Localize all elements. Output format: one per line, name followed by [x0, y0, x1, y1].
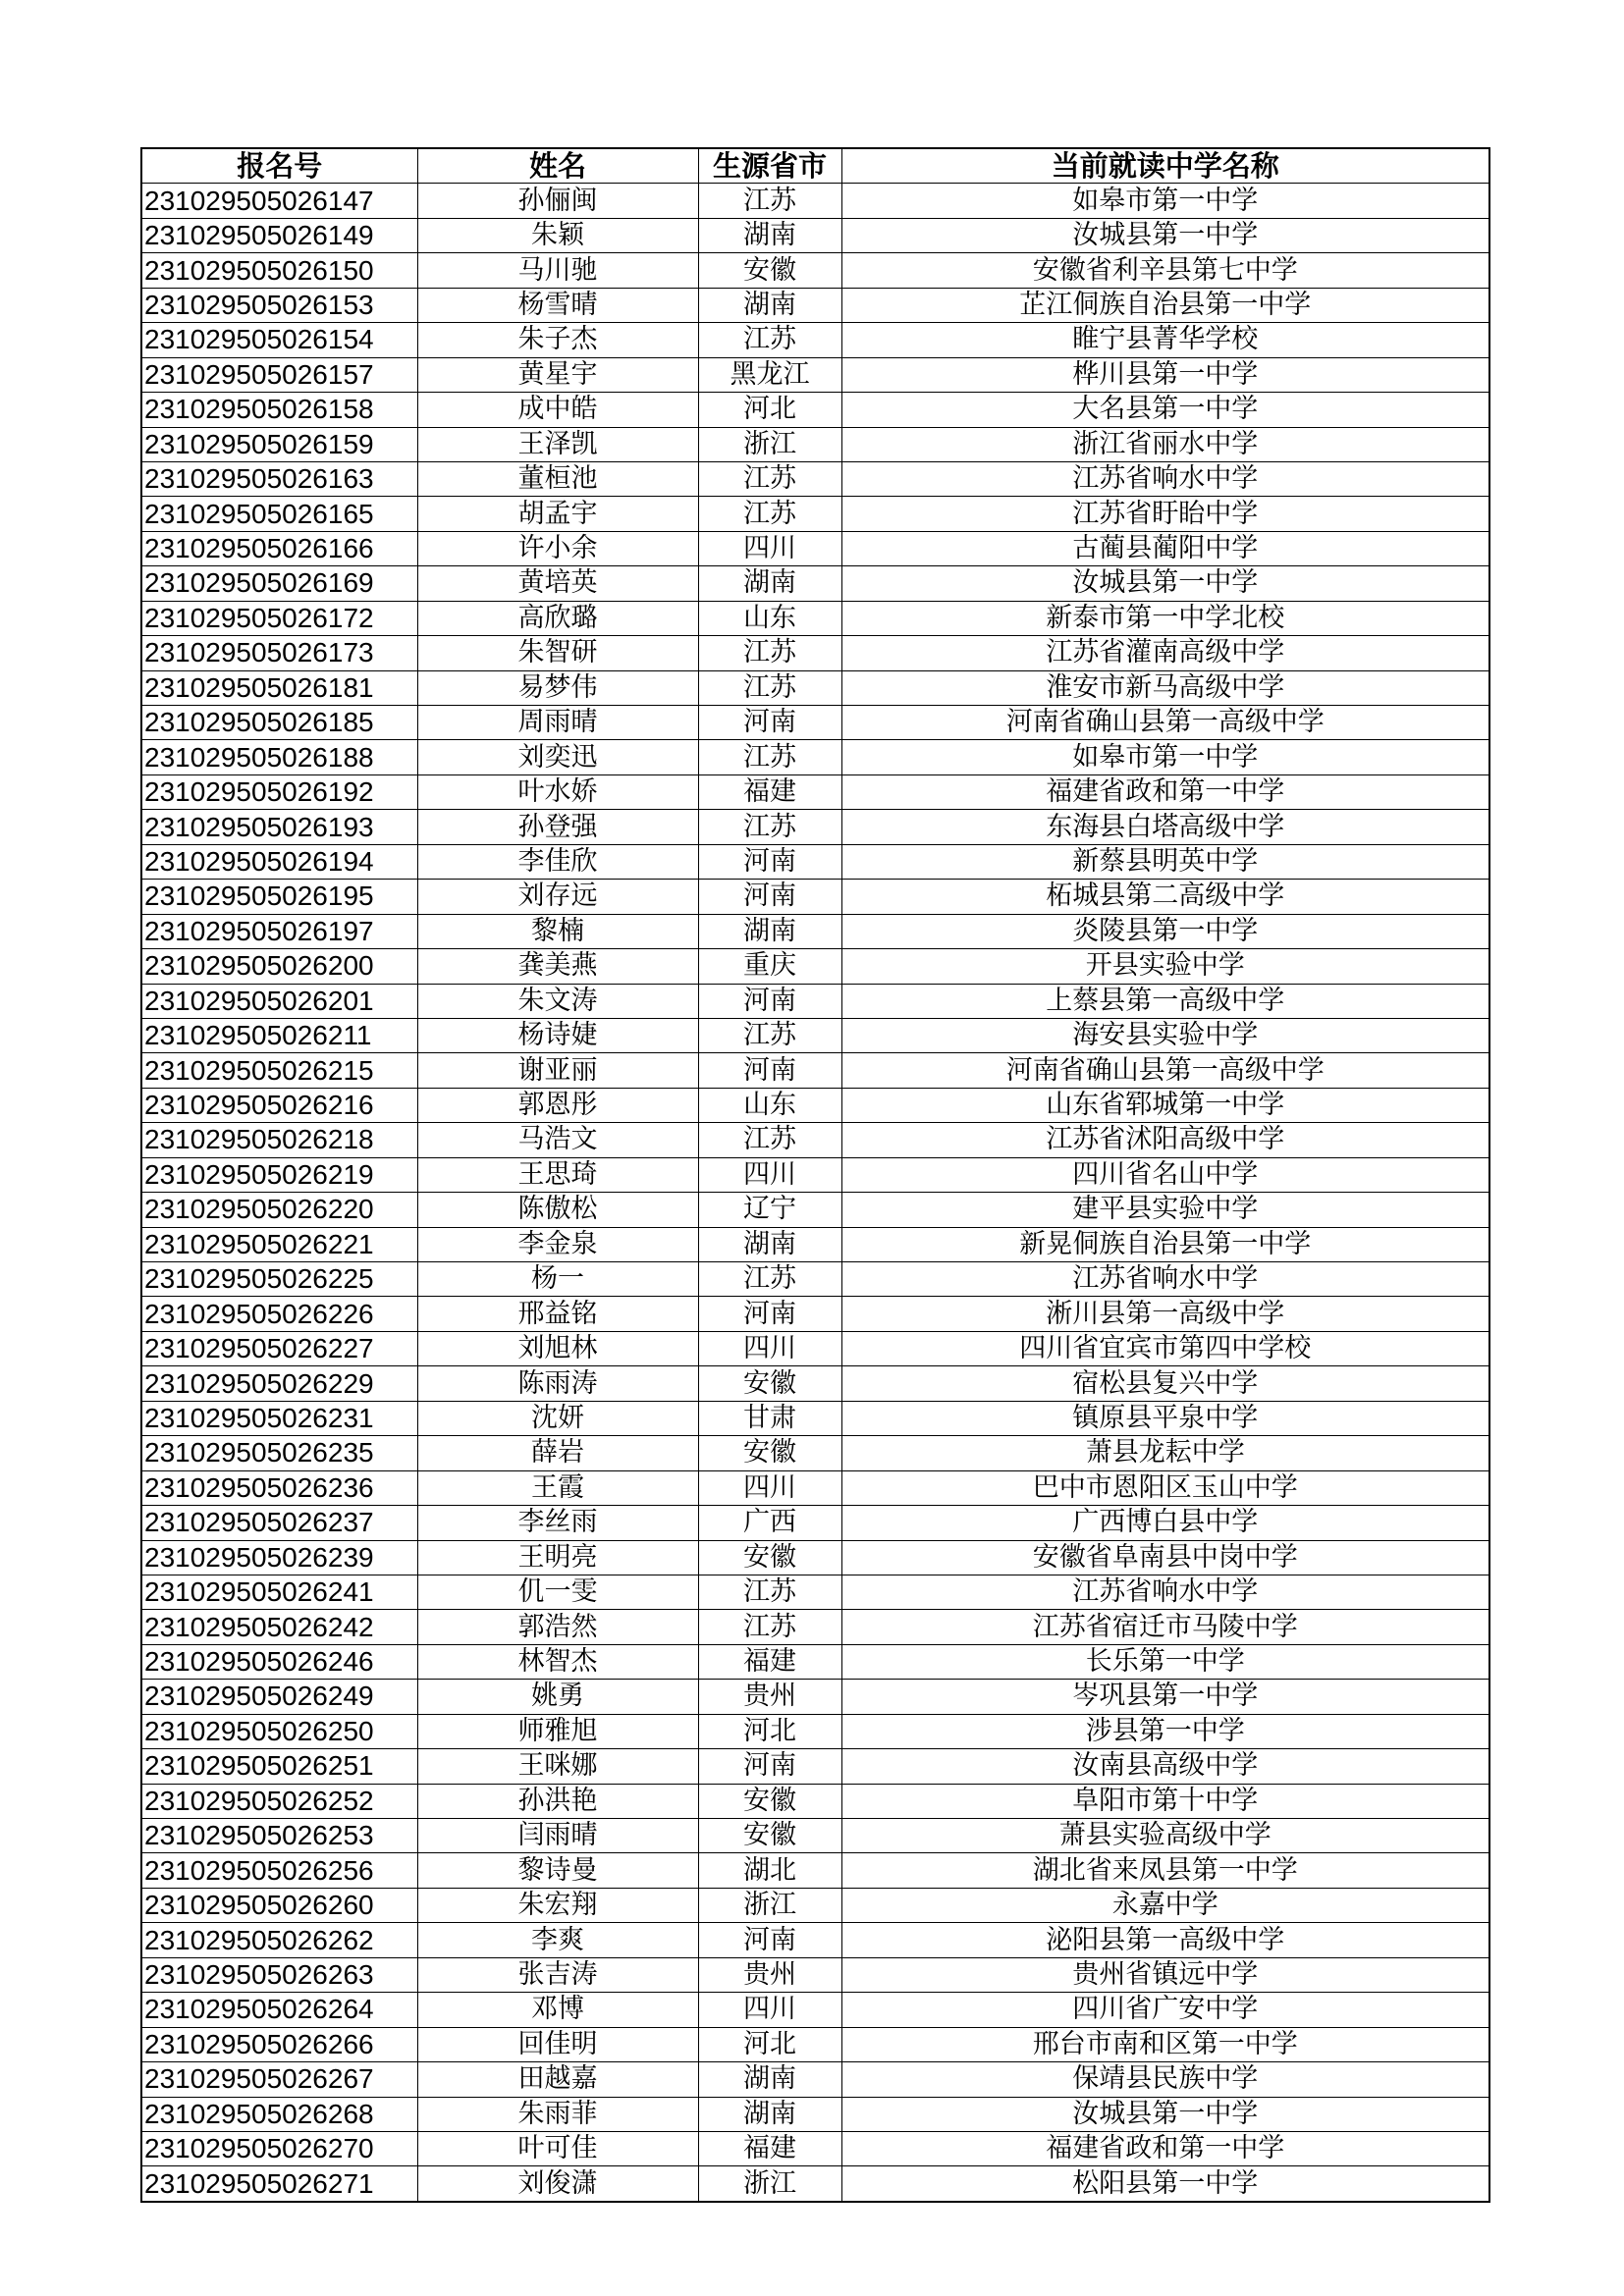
cell-province: 山东 — [698, 1088, 841, 1122]
cell-name: 孙俪闽 — [417, 184, 698, 218]
cell-registration-number: 231029505026249 — [141, 1680, 417, 1714]
cell-registration-number: 231029505026239 — [141, 1540, 417, 1575]
cell-name: 张吉涛 — [417, 1957, 698, 1992]
cell-registration-number: 231029505026153 — [141, 288, 417, 322]
cell-name: 胡孟宇 — [417, 497, 698, 531]
cell-school: 巴中市恩阳区玉山中学 — [841, 1470, 1489, 1505]
table-row — [141, 1888, 1489, 1922]
cell-registration-number: 231029505026267 — [141, 2062, 417, 2097]
table-row — [141, 1297, 1489, 1331]
cell-name: 郭浩然 — [417, 1610, 698, 1644]
table-row — [141, 1853, 1489, 1888]
cell-school: 镇原县平泉中学 — [841, 1401, 1489, 1435]
cell-name: 黄培英 — [417, 566, 698, 601]
cell-school: 岑巩县第一中学 — [841, 1680, 1489, 1714]
table-row — [141, 566, 1489, 601]
cell-province: 湖南 — [698, 2097, 841, 2131]
table-row — [141, 1018, 1489, 1052]
cell-name: 杨一 — [417, 1262, 698, 1297]
table-row — [141, 636, 1489, 670]
cell-school: 贵州省镇远中学 — [841, 1957, 1489, 1992]
cell-province: 浙江 — [698, 2166, 841, 2202]
cell-registration-number: 231029505026266 — [141, 2027, 417, 2061]
cell-registration-number: 231029505026252 — [141, 1784, 417, 1818]
table-row — [141, 1575, 1489, 1609]
table-row — [141, 1331, 1489, 1365]
cell-registration-number: 231029505026225 — [141, 1262, 417, 1297]
cell-province: 四川 — [698, 1993, 841, 2027]
cell-name: 叶水娇 — [417, 774, 698, 809]
cell-school: 松阳县第一中学 — [841, 2166, 1489, 2202]
cell-name: 黎诗曼 — [417, 1853, 698, 1888]
cell-name: 李爽 — [417, 1923, 698, 1957]
cell-registration-number: 231029505026250 — [141, 1714, 417, 1748]
table-row — [141, 253, 1489, 288]
cell-name: 王霞 — [417, 1470, 698, 1505]
cell-name: 朱颖 — [417, 218, 698, 252]
table-row — [141, 2027, 1489, 2061]
cell-province: 湖南 — [698, 218, 841, 252]
cell-province: 贵州 — [698, 1957, 841, 1992]
cell-registration-number: 231029505026169 — [141, 566, 417, 601]
cell-name: 陈傲松 — [417, 1193, 698, 1227]
cell-name: 杨诗婕 — [417, 1018, 698, 1052]
cell-province: 安徽 — [698, 1366, 841, 1401]
cell-registration-number: 231029505026260 — [141, 1888, 417, 1922]
cell-registration-number: 231029505026215 — [141, 1053, 417, 1088]
cell-name: 王思琦 — [417, 1157, 698, 1192]
cell-registration-number: 231029505026216 — [141, 1088, 417, 1122]
cell-name: 朱宏翔 — [417, 1888, 698, 1922]
cell-school: 建平县实验中学 — [841, 1193, 1489, 1227]
cell-registration-number: 231029505026220 — [141, 1193, 417, 1227]
cell-school: 四川省名山中学 — [841, 1157, 1489, 1192]
cell-province: 江苏 — [698, 323, 841, 357]
cell-registration-number: 231029505026251 — [141, 1749, 417, 1784]
table-row — [141, 2097, 1489, 2131]
cell-name: 杨雪晴 — [417, 288, 698, 322]
cell-name: 朱文涛 — [417, 984, 698, 1018]
cell-province: 河南 — [698, 1053, 841, 1088]
cell-name: 仉一雯 — [417, 1575, 698, 1609]
cell-school: 江苏省盱眙中学 — [841, 497, 1489, 531]
table-row — [141, 1088, 1489, 1122]
cell-province: 河南 — [698, 1923, 841, 1957]
cell-name: 王明亮 — [417, 1540, 698, 1575]
cell-school: 湖北省来凤县第一中学 — [841, 1853, 1489, 1888]
table-row — [141, 1923, 1489, 1957]
cell-province: 贵州 — [698, 1680, 841, 1714]
cell-province: 重庆 — [698, 949, 841, 984]
cell-name: 周雨晴 — [417, 706, 698, 740]
cell-registration-number: 231029505026150 — [141, 253, 417, 288]
cell-school: 古蔺县蔺阳中学 — [841, 531, 1489, 565]
cell-registration-number: 231029505026163 — [141, 461, 417, 496]
cell-registration-number: 231029505026235 — [141, 1436, 417, 1470]
table-row — [141, 914, 1489, 948]
cell-province: 黑龙江 — [698, 357, 841, 392]
cell-province: 四川 — [698, 1470, 841, 1505]
table-row — [141, 357, 1489, 392]
cell-registration-number: 231029505026270 — [141, 2131, 417, 2165]
cell-name: 易梦伟 — [417, 670, 698, 705]
table-row — [141, 1366, 1489, 1401]
cell-province: 福建 — [698, 1644, 841, 1679]
table-row — [141, 1993, 1489, 2027]
cell-province: 四川 — [698, 1157, 841, 1192]
cell-school: 桦川县第一中学 — [841, 357, 1489, 392]
cell-name: 王泽凯 — [417, 427, 698, 461]
cell-province: 四川 — [698, 1331, 841, 1365]
table-row — [141, 2131, 1489, 2165]
cell-registration-number: 231029505026263 — [141, 1957, 417, 1992]
cell-province: 江苏 — [698, 1123, 841, 1157]
cell-registration-number: 231029505026264 — [141, 1993, 417, 2027]
cell-province: 河北 — [698, 2027, 841, 2061]
cell-province: 河南 — [698, 706, 841, 740]
cell-province: 福建 — [698, 774, 841, 809]
cell-school: 炎陵县第一中学 — [841, 914, 1489, 948]
cell-school: 汝南县高级中学 — [841, 1749, 1489, 1784]
cell-province: 河南 — [698, 844, 841, 879]
table-row — [141, 1540, 1489, 1575]
cell-school: 浙江省丽水中学 — [841, 427, 1489, 461]
cell-registration-number: 231029505026231 — [141, 1401, 417, 1435]
cell-province: 江苏 — [698, 461, 841, 496]
table-row — [141, 2062, 1489, 2097]
table-row — [141, 461, 1489, 496]
table-row — [141, 2166, 1489, 2202]
cell-province: 河南 — [698, 984, 841, 1018]
cell-school: 柘城县第二高级中学 — [841, 880, 1489, 914]
cell-school: 福建省政和第一中学 — [841, 2131, 1489, 2165]
cell-school: 睢宁县菁华学校 — [841, 323, 1489, 357]
cell-name: 许小余 — [417, 531, 698, 565]
cell-name: 谢亚丽 — [417, 1053, 698, 1088]
cell-name: 李金泉 — [417, 1227, 698, 1261]
cell-registration-number: 231029505026194 — [141, 844, 417, 879]
cell-province: 江苏 — [698, 1575, 841, 1609]
table-row — [141, 1123, 1489, 1157]
table-row — [141, 740, 1489, 774]
cell-name: 马川驰 — [417, 253, 698, 288]
cell-school: 东海县白塔高级中学 — [841, 810, 1489, 844]
cell-province: 江苏 — [698, 1262, 841, 1297]
cell-school: 江苏省宿迁市马陵中学 — [841, 1610, 1489, 1644]
cell-name: 朱雨菲 — [417, 2097, 698, 2131]
cell-registration-number: 231029505026185 — [141, 706, 417, 740]
cell-registration-number: 231029505026242 — [141, 1610, 417, 1644]
header-school: 当前就读中学名称 — [841, 148, 1489, 184]
cell-name: 沈妍 — [417, 1401, 698, 1435]
cell-registration-number: 231029505026262 — [141, 1923, 417, 1957]
cell-name: 董桓池 — [417, 461, 698, 496]
cell-name: 刘旭林 — [417, 1331, 698, 1365]
cell-school: 萧县龙耘中学 — [841, 1436, 1489, 1470]
table-row — [141, 774, 1489, 809]
cell-registration-number: 231029505026154 — [141, 323, 417, 357]
cell-registration-number: 231029505026158 — [141, 393, 417, 427]
cell-province: 湖南 — [698, 914, 841, 948]
cell-registration-number: 231029505026195 — [141, 880, 417, 914]
cell-registration-number: 231029505026149 — [141, 218, 417, 252]
cell-registration-number: 231029505026192 — [141, 774, 417, 809]
table-row — [141, 1714, 1489, 1748]
cell-name: 师雅旭 — [417, 1714, 698, 1748]
cell-registration-number: 231029505026193 — [141, 810, 417, 844]
cell-school: 涉县第一中学 — [841, 1714, 1489, 1748]
table-row — [141, 1227, 1489, 1261]
table-row — [141, 706, 1489, 740]
cell-name: 龚美燕 — [417, 949, 698, 984]
table-row — [141, 810, 1489, 844]
cell-name: 李佳欣 — [417, 844, 698, 879]
cell-name: 姚勇 — [417, 1680, 698, 1714]
cell-name: 朱子杰 — [417, 323, 698, 357]
cell-province: 河南 — [698, 1297, 841, 1331]
cell-school: 萧县实验高级中学 — [841, 1819, 1489, 1853]
cell-province: 湖南 — [698, 2062, 841, 2097]
cell-registration-number: 231029505026197 — [141, 914, 417, 948]
cell-province: 河北 — [698, 1714, 841, 1748]
header-name: 姓名 — [417, 148, 698, 184]
cell-registration-number: 231029505026166 — [141, 531, 417, 565]
cell-name: 回佳明 — [417, 2027, 698, 2061]
cell-province: 湖南 — [698, 1227, 841, 1261]
cell-name: 叶可佳 — [417, 2131, 698, 2165]
header-registration-number: 报名号 — [141, 148, 417, 184]
cell-name: 黄星宇 — [417, 357, 698, 392]
cell-registration-number: 231029505026221 — [141, 1227, 417, 1261]
table-row — [141, 1436, 1489, 1470]
cell-registration-number: 231029505026246 — [141, 1644, 417, 1679]
cell-registration-number: 231029505026256 — [141, 1853, 417, 1888]
cell-province: 浙江 — [698, 1888, 841, 1922]
cell-school: 江苏省响水中学 — [841, 1575, 1489, 1609]
table-row — [141, 1053, 1489, 1088]
table-row — [141, 1610, 1489, 1644]
cell-name: 田越嘉 — [417, 2062, 698, 2097]
table-row — [141, 497, 1489, 531]
cell-school: 新蔡县明英中学 — [841, 844, 1489, 879]
cell-school: 安徽省利辛县第七中学 — [841, 253, 1489, 288]
table-row — [141, 601, 1489, 635]
cell-name: 郭恩彤 — [417, 1088, 698, 1122]
cell-name: 薛岩 — [417, 1436, 698, 1470]
table-row — [141, 427, 1489, 461]
cell-province: 江苏 — [698, 184, 841, 218]
cell-school: 福建省政和第一中学 — [841, 774, 1489, 809]
cell-registration-number: 231029505026271 — [141, 2166, 417, 2202]
cell-school: 江苏省响水中学 — [841, 1262, 1489, 1297]
table-row — [141, 1401, 1489, 1435]
cell-school: 新晃侗族自治县第一中学 — [841, 1227, 1489, 1261]
table-row — [141, 1784, 1489, 1818]
cell-school: 汝城县第一中学 — [841, 218, 1489, 252]
cell-name: 马浩文 — [417, 1123, 698, 1157]
cell-school: 江苏省响水中学 — [841, 461, 1489, 496]
table-row — [141, 1749, 1489, 1784]
cell-school: 长乐第一中学 — [841, 1644, 1489, 1679]
cell-school: 四川省广安中学 — [841, 1993, 1489, 2027]
cell-province: 河南 — [698, 1749, 841, 1784]
cell-name: 高欣璐 — [417, 601, 698, 635]
cell-registration-number: 231029505026253 — [141, 1819, 417, 1853]
cell-province: 广西 — [698, 1506, 841, 1540]
cell-province: 安徽 — [698, 1784, 841, 1818]
cell-name: 成中皓 — [417, 393, 698, 427]
cell-province: 江苏 — [698, 740, 841, 774]
header-row — [141, 148, 1489, 184]
cell-province: 安徽 — [698, 1819, 841, 1853]
cell-name: 黎楠 — [417, 914, 698, 948]
cell-registration-number: 231029505026218 — [141, 1123, 417, 1157]
table-row — [141, 1157, 1489, 1192]
table-row — [141, 288, 1489, 322]
table-row — [141, 1470, 1489, 1505]
cell-province: 福建 — [698, 2131, 841, 2165]
cell-registration-number: 231029505026226 — [141, 1297, 417, 1331]
cell-registration-number: 231029505026173 — [141, 636, 417, 670]
cell-registration-number: 231029505026200 — [141, 949, 417, 984]
cell-name: 邢益铭 — [417, 1297, 698, 1331]
cell-province: 甘肃 — [698, 1401, 841, 1435]
cell-name: 李丝雨 — [417, 1506, 698, 1540]
table-row — [141, 1957, 1489, 1992]
cell-name: 孙登强 — [417, 810, 698, 844]
cell-province: 河南 — [698, 880, 841, 914]
table-row — [141, 184, 1489, 218]
cell-school: 四川省宜宾市第四中学校 — [841, 1331, 1489, 1365]
cell-school: 汝城县第一中学 — [841, 2097, 1489, 2131]
cell-name: 王咪娜 — [417, 1749, 698, 1784]
cell-registration-number: 231029505026241 — [141, 1575, 417, 1609]
cell-registration-number: 231029505026188 — [141, 740, 417, 774]
cell-province: 江苏 — [698, 670, 841, 705]
table-row — [141, 844, 1489, 879]
cell-name: 朱智研 — [417, 636, 698, 670]
cell-province: 江苏 — [698, 636, 841, 670]
table-row — [141, 393, 1489, 427]
cell-school: 阜阳市第十中学 — [841, 1784, 1489, 1818]
cell-province: 江苏 — [698, 1610, 841, 1644]
table-row — [141, 323, 1489, 357]
table-row — [141, 1262, 1489, 1297]
cell-school: 山东省郓城第一中学 — [841, 1088, 1489, 1122]
cell-name: 刘奕迅 — [417, 740, 698, 774]
cell-province: 浙江 — [698, 427, 841, 461]
cell-school: 新泰市第一中学北校 — [841, 601, 1489, 635]
cell-province: 安徽 — [698, 1436, 841, 1470]
cell-name: 闫雨晴 — [417, 1819, 698, 1853]
table-row — [141, 531, 1489, 565]
cell-registration-number: 231029505026157 — [141, 357, 417, 392]
cell-school: 永嘉中学 — [841, 1888, 1489, 1922]
cell-registration-number: 231029505026211 — [141, 1018, 417, 1052]
cell-province: 安徽 — [698, 1540, 841, 1575]
cell-school: 开县实验中学 — [841, 949, 1489, 984]
cell-name: 孙洪艳 — [417, 1784, 698, 1818]
cell-province: 山东 — [698, 601, 841, 635]
cell-school: 宿松县复兴中学 — [841, 1366, 1489, 1401]
table-row — [141, 984, 1489, 1018]
cell-registration-number: 231029505026201 — [141, 984, 417, 1018]
cell-province: 湖南 — [698, 566, 841, 601]
cell-registration-number: 231029505026229 — [141, 1366, 417, 1401]
cell-province: 辽宁 — [698, 1193, 841, 1227]
cell-name: 刘俊潇 — [417, 2166, 698, 2202]
admission-list-table — [140, 147, 1490, 2203]
cell-school: 淅川县第一高级中学 — [841, 1297, 1489, 1331]
cell-province: 湖北 — [698, 1853, 841, 1888]
cell-school: 保靖县民族中学 — [841, 2062, 1489, 2097]
table-row — [141, 218, 1489, 252]
table-row — [141, 1193, 1489, 1227]
table-row — [141, 949, 1489, 984]
cell-school: 河南省确山县第一高级中学 — [841, 706, 1489, 740]
cell-province: 江苏 — [698, 497, 841, 531]
cell-province: 四川 — [698, 531, 841, 565]
cell-school: 大名县第一中学 — [841, 393, 1489, 427]
cell-province: 江苏 — [698, 810, 841, 844]
cell-registration-number: 231029505026165 — [141, 497, 417, 531]
cell-school: 安徽省阜南县中岗中学 — [841, 1540, 1489, 1575]
cell-school: 如皋市第一中学 — [841, 740, 1489, 774]
cell-registration-number: 231029505026236 — [141, 1470, 417, 1505]
cell-school: 江苏省灌南高级中学 — [841, 636, 1489, 670]
cell-name: 邓博 — [417, 1993, 698, 2027]
cell-school: 上蔡县第一高级中学 — [841, 984, 1489, 1018]
cell-province: 河北 — [698, 393, 841, 427]
cell-school: 广西博白县中学 — [841, 1506, 1489, 1540]
cell-school: 汝城县第一中学 — [841, 566, 1489, 601]
cell-province: 安徽 — [698, 253, 841, 288]
cell-province: 湖南 — [698, 288, 841, 322]
cell-school: 泌阳县第一高级中学 — [841, 1923, 1489, 1957]
cell-school: 淮安市新马高级中学 — [841, 670, 1489, 705]
table-row — [141, 1644, 1489, 1679]
cell-registration-number: 231029505026159 — [141, 427, 417, 461]
table-row — [141, 1680, 1489, 1714]
table-row — [141, 880, 1489, 914]
cell-school: 邢台市南和区第一中学 — [841, 2027, 1489, 2061]
table-row — [141, 670, 1489, 705]
cell-registration-number: 231029505026181 — [141, 670, 417, 705]
cell-school: 如皋市第一中学 — [841, 184, 1489, 218]
cell-registration-number: 231029505026268 — [141, 2097, 417, 2131]
cell-province: 江苏 — [698, 1018, 841, 1052]
header-province: 生源省市 — [698, 148, 841, 184]
cell-registration-number: 231029505026172 — [141, 601, 417, 635]
cell-registration-number: 231029505026147 — [141, 184, 417, 218]
cell-school: 海安县实验中学 — [841, 1018, 1489, 1052]
cell-name: 刘存远 — [417, 880, 698, 914]
cell-name: 林智杰 — [417, 1644, 698, 1679]
cell-school: 芷江侗族自治县第一中学 — [841, 288, 1489, 322]
cell-school: 河南省确山县第一高级中学 — [841, 1053, 1489, 1088]
cell-name: 陈雨涛 — [417, 1366, 698, 1401]
cell-registration-number: 231029505026237 — [141, 1506, 417, 1540]
cell-school: 江苏省沭阳高级中学 — [841, 1123, 1489, 1157]
table-row — [141, 1819, 1489, 1853]
cell-registration-number: 231029505026219 — [141, 1157, 417, 1192]
cell-registration-number: 231029505026227 — [141, 1331, 417, 1365]
table-row — [141, 1506, 1489, 1540]
